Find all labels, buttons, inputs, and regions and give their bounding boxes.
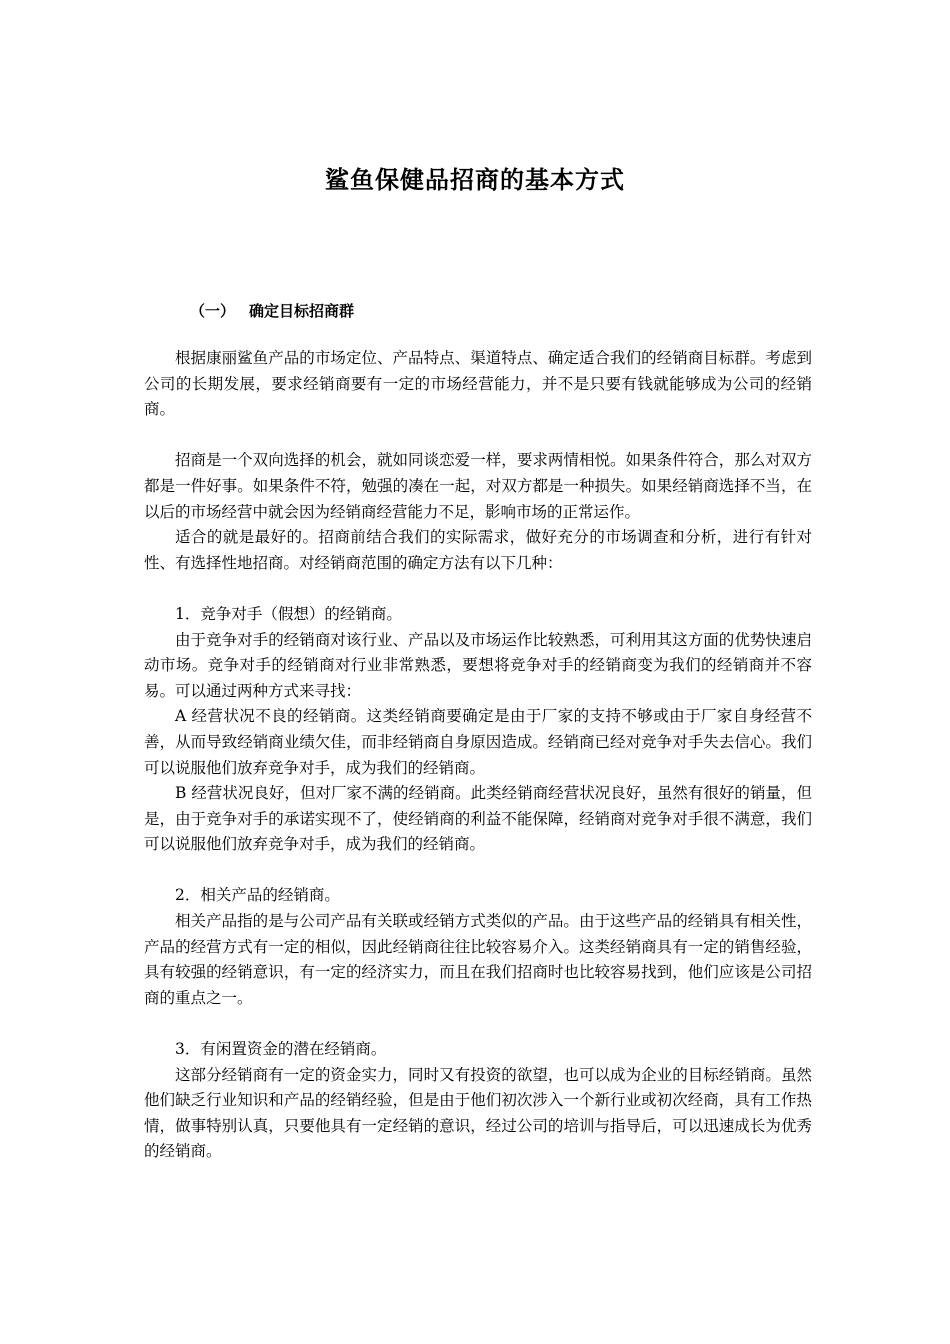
paragraph: 根据康丽鲨鱼产品的市场定位、产品特点、渠道特点、确定适合我们的经销商目标群。考虑到公司的长期发展，要求经销商要有一定的市场经营能力，并不是只要有钱就能够成为公司的经销商。: [144, 349, 812, 419]
paragraph: 招商是一个双向选择的机会，就如同谈恋爱一样，要求两情相悦。如果条件符合，那么对双方都是一件好事。如果条件不符，勉强的凑在一起，对双方都是一种损失。如果经销商选择不当，在以后的市场经营中就会因为经销商经营能力不足，影响市场的正常运作。: [144, 451, 812, 521]
document-title: 鲨鱼保健品招商的基本方式: [325, 165, 625, 194]
paragraph: B 经营状况良好，但对厂家不满的经销商。此类经销商经营状况良好，虽然有很好的销量，但是，由于竞争对手的承诺实现不了，使经销商的利益不能保障，经销商对竞争对手很不满意，我们可以说服他们放弃竞争对手，成为我们的经销商。: [144, 784, 812, 854]
section-heading: [190, 300, 368, 321]
paragraph: 适合的就是最好的。招商前结合我们的实际需求，做好充分的市场调查和分析，进行有针对性、有选择性地招商。对经销商范围的确定方法有以下几种：: [144, 528, 812, 572]
list-item-title: 3．有闲置资金的潜在经销商。: [175, 1040, 387, 1059]
list-item-title: 1．竞争对手（假想）的经销商。: [175, 604, 402, 623]
list-item-title: 2．相关产品的经销商。: [175, 886, 340, 905]
paragraph: A 经营状况不良的经销商。这类经销商要确定是由于厂家的支持不够或由于厂家自身经营不善，从而导致经销商业绩欠佳，而非经销商自身原因造成。经销商已经对竞争对手失去信心。我们可以说服他们放弃竞争对手，成为我们的经销商。: [144, 707, 812, 777]
paragraph: 由于竞争对手的经销商对该行业、产品以及市场运作比较熟悉，可利用其这方面的优势快速启动市场。竞争对手的经销商对行业非常熟悉，要想将竞争对手的经销商变为我们的经销商并不容易。可以通过两种方式来寻找：: [144, 630, 812, 700]
body-block-1: [144, 346, 812, 1165]
paragraph: 相关产品指的是与公司产品有关联或经销方式类似的产品。由于这些产品的经销具有相关性，产品的经营方式有一定的相似，因此经销商往往比较容易介入。这类经销商具有一定的销售经验，具有较强的经销意识，有一定的经济实力，而且在我们招商时也比较容易找到，他们应该是公司招商的重点之一。: [144, 912, 812, 1007]
section-number: （一）: [190, 302, 236, 320]
section-title: 确定目标招商群: [249, 302, 355, 320]
paragraph: 这部分经销商有一定的资金实力，同时又有投资的欲望，也可以成为企业的目标经销商。虽然他们缺乏行业知识和产品的经销经验，但是由于他们初次涉入一个新行业或初次经商，具有工作热情，做事特别认真，只要他具有一定经销的意识，经过公司的培训与指导后，可以迅速成长为优秀的经销商。: [144, 1065, 812, 1161]
